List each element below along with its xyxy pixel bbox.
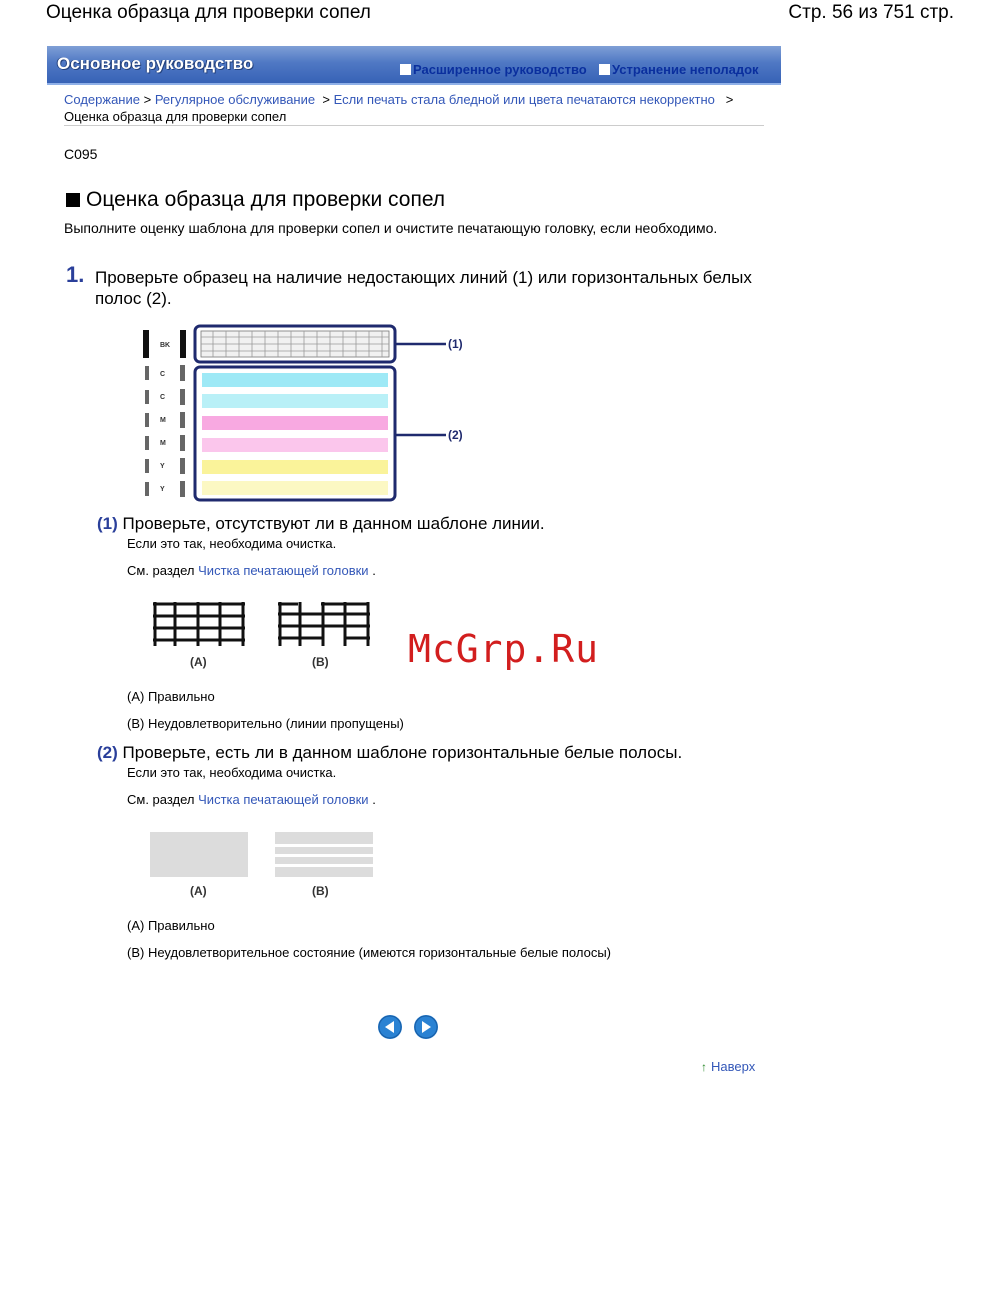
breadcrumb-separator: > xyxy=(322,92,330,107)
nozzle-bar xyxy=(180,330,186,358)
ink-label: Y xyxy=(160,463,165,470)
band-pattern-white-stripes xyxy=(275,832,373,877)
previous-page-button[interactable] xyxy=(378,1015,402,1039)
figure-label-b: (B) xyxy=(312,655,329,669)
page-heading xyxy=(66,188,445,212)
page-code: C095 xyxy=(64,146,98,162)
ink-label: M xyxy=(160,417,166,424)
substep-note: Если это так, необходима очистка. xyxy=(127,536,337,551)
nozzle-bar xyxy=(180,389,185,405)
troubleshooting-label: Устранение неполадок xyxy=(612,62,759,77)
arrow-right-icon xyxy=(414,1015,438,1039)
step-text: Проверьте образец на наличие недостающих линий (1) или горизонтальных белых полос (2). xyxy=(95,268,752,308)
arrow-left-icon xyxy=(378,1015,402,1039)
ink-label: BK xyxy=(160,342,171,349)
banner-title: Основное руководство xyxy=(57,54,254,73)
breadcrumb-faded-print[interactable]: Если печать стала бледной или цвета печатаются некорректно xyxy=(333,92,715,107)
line-pattern-comparison-figure xyxy=(148,598,378,672)
callout-label: (2) xyxy=(448,428,463,442)
nozzle-bar xyxy=(145,482,149,496)
yellow-band xyxy=(202,481,388,495)
result-a-text: (A) Правильно xyxy=(127,918,215,933)
step-number: 1. xyxy=(66,262,85,287)
yellow-band xyxy=(202,460,388,474)
magenta-band xyxy=(202,438,388,452)
page-counter: Стр. 56 из 751 стр. xyxy=(788,2,954,23)
nozzle-bar xyxy=(145,413,149,427)
breadcrumb-separator: > xyxy=(143,92,152,107)
advanced-guide-link[interactable] xyxy=(400,62,587,77)
document-title: Оценка образца для проверки сопел xyxy=(46,2,371,23)
nozzle-bar xyxy=(145,459,149,473)
result-b-text: (B) Неудовлетворительно (линии пропущены) xyxy=(127,716,404,731)
band-pattern-correct xyxy=(150,832,248,877)
line-pattern-correct xyxy=(153,602,245,646)
callout-label: (1) xyxy=(448,337,463,351)
band-pattern-comparison-figure xyxy=(148,830,378,902)
head-cleaning-link[interactable]: Чистка печатающей головки xyxy=(198,792,369,807)
see-suffix: . xyxy=(372,792,376,807)
ink-label: C xyxy=(160,394,166,401)
manual-banner xyxy=(47,46,781,85)
watermark: McGrp.Ru xyxy=(408,627,600,671)
see-suffix: . xyxy=(372,563,376,578)
substep-title-text: Проверьте, есть ли в данном шаблоне горизонтальные белые полосы. xyxy=(122,743,683,762)
breadcrumb-maintenance[interactable]: Регулярное обслуживание xyxy=(154,92,316,107)
substep-1-title xyxy=(97,514,545,534)
substep-number: (1) xyxy=(97,514,118,533)
see-reference xyxy=(127,563,376,578)
breadcrumb xyxy=(64,91,764,125)
advanced-guide-label: Расширенное руководство xyxy=(413,62,587,77)
nozzle-bar xyxy=(180,412,185,428)
breadcrumb-separator: > xyxy=(725,92,734,107)
divider xyxy=(64,125,764,126)
see-reference xyxy=(127,792,376,807)
nozzle-bar xyxy=(145,390,149,404)
substep-number: (2) xyxy=(97,743,118,762)
substep-title-text: Проверьте, отсутствуют ли в данном шаблоне линии. xyxy=(122,514,545,533)
square-bullet-icon xyxy=(599,64,610,75)
nozzle-bar xyxy=(180,435,185,451)
result-b-text: (B) Неудовлетворительное состояние (имеются горизонтальные белые полосы) xyxy=(127,945,612,960)
head-cleaning-link[interactable]: Чистка печатающей головки xyxy=(198,563,369,578)
square-bullet-icon xyxy=(400,64,411,75)
see-prefix: См. раздел xyxy=(127,792,195,807)
see-prefix: См. раздел xyxy=(127,563,195,578)
nozzle-bar xyxy=(145,436,149,450)
grid-pattern-lines xyxy=(201,331,389,357)
nozzle-bar xyxy=(145,366,149,380)
magenta-band xyxy=(202,416,388,430)
square-bullet-icon xyxy=(66,193,80,207)
breadcrumb-current: Оценка образца для проверки сопел xyxy=(64,109,287,124)
figure-label-a: (A) xyxy=(190,884,207,898)
ink-label: Y xyxy=(160,486,165,493)
result-a-text: (A) Правильно xyxy=(127,689,215,704)
nozzle-bar xyxy=(180,458,185,474)
back-to-top-link[interactable] xyxy=(701,1059,755,1074)
arrow-up-icon: ↑ xyxy=(701,1059,707,1074)
intro-text: Выполните оценку шаблона для проверки сопел и очистите печатающую головку, если необходимо. xyxy=(64,220,718,236)
nozzle-bar xyxy=(143,330,149,358)
nozzle-check-pattern-figure xyxy=(138,322,478,504)
line-pattern-missing xyxy=(278,602,370,646)
next-page-button[interactable] xyxy=(414,1015,438,1039)
cyan-band xyxy=(202,394,388,408)
back-to-top-label: Наверх xyxy=(711,1059,756,1074)
nozzle-bar xyxy=(180,365,185,381)
figure-label-a: (A) xyxy=(190,655,207,669)
nozzle-bar xyxy=(180,481,185,497)
breadcrumb-contents[interactable]: Содержание xyxy=(64,92,140,107)
cyan-band xyxy=(202,373,388,387)
page-heading-text: Оценка образца для проверки сопел xyxy=(86,188,446,211)
substep-note: Если это так, необходима очистка. xyxy=(127,765,337,780)
ink-label: C xyxy=(160,371,166,378)
ink-label: M xyxy=(160,440,166,447)
figure-label-b: (B) xyxy=(312,884,329,898)
substep-2-title xyxy=(97,743,682,763)
troubleshooting-link[interactable] xyxy=(599,62,759,77)
